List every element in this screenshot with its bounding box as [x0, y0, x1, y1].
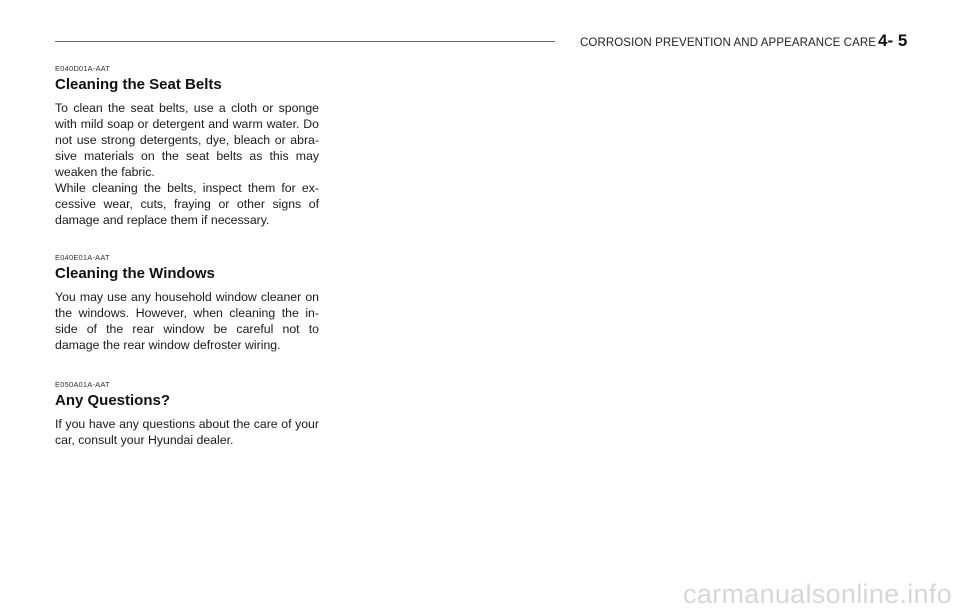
header-title: CORROSION PREVENTION AND APPEARANCE CARE	[580, 37, 877, 49]
section-heading: Cleaning the Windows	[55, 265, 215, 282]
section-code: E040D01A-AAT	[55, 64, 111, 73]
section-code: E040E01A-AAT	[55, 253, 110, 262]
paragraph: If you have any questions about the care of your car, consult your Hyundai dealer.	[55, 417, 319, 447]
paragraph: While cleaning the belts, inspect them for ex- cessive wear, cuts, fraying or other signs of damage and replace them if necessary.	[55, 181, 319, 227]
section-heading: Cleaning the Seat Belts	[55, 76, 222, 93]
paragraph: To clean the seat belts, use a cloth or sponge with mild soap or detergent and warm water. Do not use strong detergents, dye, bleach or abra- sive materials on the seat belts as this may weaken the fabric.	[55, 101, 319, 179]
section-body	[55, 100, 319, 228]
header-rule	[55, 41, 555, 42]
section-code: E050A01A-AAT	[55, 380, 110, 389]
section-questions	[55, 380, 319, 448]
section-windows	[55, 253, 319, 353]
section-body	[55, 289, 319, 353]
paragraph: You may use any household window cleaner on the windows. However, when cleaning the in- side of the rear window be careful not to damage the rear window defroster wiring.	[55, 290, 319, 352]
section-heading: Any Questions?	[55, 392, 171, 409]
page-number: 4- 5	[878, 31, 908, 50]
section-body	[55, 416, 319, 448]
section-seat-belts	[55, 64, 319, 228]
watermark: carmanualsonline.info	[683, 579, 952, 609]
